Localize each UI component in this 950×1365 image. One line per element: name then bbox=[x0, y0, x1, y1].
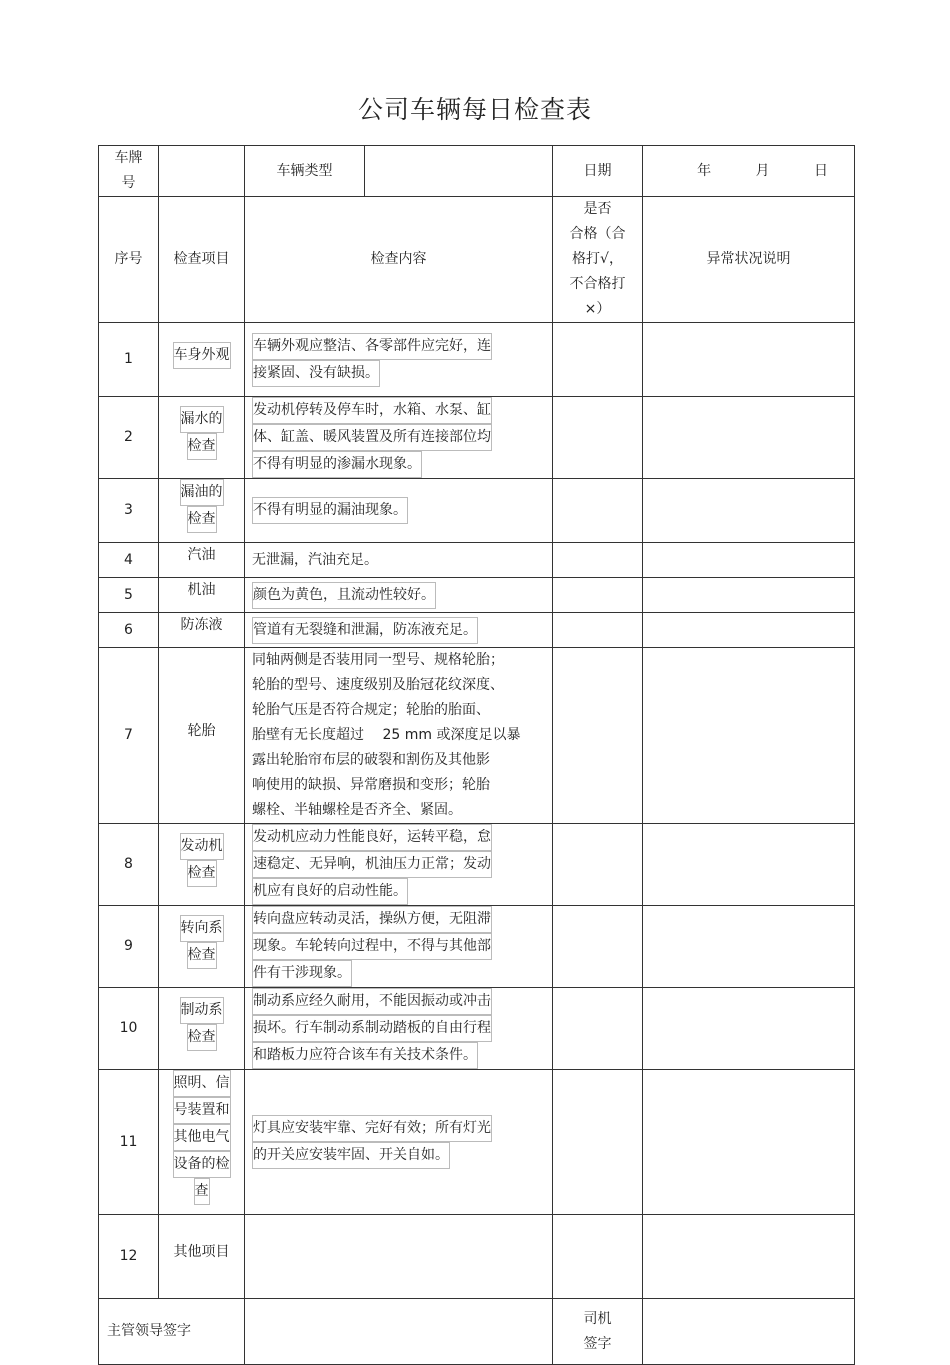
check-item-line: 漏水的 bbox=[180, 406, 224, 433]
check-item bbox=[159, 323, 245, 397]
abnormal-cell[interactable] bbox=[643, 906, 855, 988]
check-item-line: 转向系 bbox=[180, 915, 224, 942]
supervisor-sign-label: 主管领导签字 bbox=[99, 1299, 245, 1365]
abnormal-cell[interactable] bbox=[643, 543, 855, 578]
date-value-cell[interactable] bbox=[643, 146, 855, 197]
check-row bbox=[99, 543, 855, 578]
driver-sign-cell[interactable] bbox=[643, 1299, 855, 1365]
check-content bbox=[245, 1215, 553, 1299]
vehicle-type-label: 车辆类型 bbox=[245, 146, 365, 197]
check-content-line: 速稳定、无异响，机油压力正常；发动 bbox=[252, 851, 492, 878]
check-item bbox=[159, 1070, 245, 1215]
row-number: 1 bbox=[99, 323, 159, 397]
check-content-line: 车辆外观应整洁、各零部件应完好，连 bbox=[252, 333, 492, 360]
abnormal-cell[interactable] bbox=[643, 988, 855, 1070]
row-number: 8 bbox=[99, 824, 159, 906]
row-number: 6 bbox=[99, 613, 159, 648]
check-content-line: 的开关应安装牢固、开关自如。 bbox=[252, 1142, 450, 1169]
plate-label: 车牌 号 bbox=[99, 146, 159, 197]
abnormal-cell[interactable] bbox=[643, 479, 855, 543]
pass-cell[interactable] bbox=[553, 397, 643, 479]
check-item-line: 漏油的 bbox=[180, 479, 224, 506]
abnormal-cell[interactable] bbox=[643, 824, 855, 906]
check-item-line: 照明、信 bbox=[173, 1070, 231, 1097]
check-content-line: 胎壁有无长度超过 25 mm 或深度足以暴 bbox=[252, 727, 521, 743]
check-item-line: 车身外观 bbox=[173, 342, 231, 369]
check-item bbox=[159, 543, 245, 578]
pass-cell[interactable] bbox=[553, 906, 643, 988]
check-content bbox=[245, 397, 553, 479]
check-content bbox=[245, 988, 553, 1070]
inspection-table bbox=[98, 145, 855, 1365]
row-number: 11 bbox=[99, 1070, 159, 1215]
check-content-line: 件有干涉现象。 bbox=[252, 960, 352, 987]
check-item-line: 其他电气 bbox=[173, 1124, 231, 1151]
month-label: 月 bbox=[755, 162, 770, 179]
check-row bbox=[99, 1070, 855, 1215]
row-number: 2 bbox=[99, 397, 159, 479]
abnormal-cell[interactable] bbox=[643, 397, 855, 479]
check-item-line: 防冻液 bbox=[180, 617, 223, 633]
pass-cell[interactable] bbox=[553, 613, 643, 648]
plate-value-cell[interactable] bbox=[159, 146, 245, 197]
day-label: 日 bbox=[814, 162, 828, 179]
supervisor-sign-cell[interactable] bbox=[245, 1299, 553, 1365]
check-content bbox=[245, 648, 553, 824]
abnormal-cell[interactable] bbox=[643, 1215, 855, 1299]
row-number: 7 bbox=[99, 648, 159, 824]
check-content-line: 发动机停转及停车时，水箱、水泵、缸 bbox=[252, 397, 492, 424]
check-row bbox=[99, 824, 855, 906]
check-row bbox=[99, 1215, 855, 1299]
col-pass: 是否 合格（合 格打√， 不合格打 ×） bbox=[553, 197, 643, 323]
check-content bbox=[245, 543, 553, 578]
pass-cell[interactable] bbox=[553, 479, 643, 543]
check-item-line: 制动系 bbox=[180, 997, 224, 1024]
check-content bbox=[245, 479, 553, 543]
check-item-line: 检查 bbox=[187, 942, 217, 969]
row-number: 3 bbox=[99, 479, 159, 543]
check-content-line: 体、缸盖、暖风装置及所有连接部位均 bbox=[252, 424, 492, 451]
abnormal-cell[interactable] bbox=[643, 578, 855, 613]
check-content-line: 露出轮胎帘布层的破裂和割伤及其他影 bbox=[252, 752, 490, 768]
check-row bbox=[99, 648, 855, 824]
col-item: 检查项目 bbox=[159, 197, 245, 323]
abnormal-cell[interactable] bbox=[643, 648, 855, 824]
check-row bbox=[99, 397, 855, 479]
check-content-line: 现象。车轮转向过程中，不得与其他部 bbox=[252, 933, 492, 960]
check-content-line: 管道有无裂缝和泄漏，防冻液充足。 bbox=[252, 617, 478, 644]
check-row bbox=[99, 906, 855, 988]
check-content-line: 发动机应动力性能良好，运转平稳，怠 bbox=[252, 824, 492, 851]
check-content-line: 不得有明显的漏油现象。 bbox=[252, 497, 408, 524]
check-item bbox=[159, 648, 245, 824]
check-row bbox=[99, 479, 855, 543]
pass-cell[interactable] bbox=[553, 988, 643, 1070]
check-content-line: 损坏。行车制动系制动踏板的自由行程 bbox=[252, 1015, 492, 1042]
pass-cell[interactable] bbox=[553, 578, 643, 613]
check-item-line: 轮胎 bbox=[187, 722, 216, 739]
signature-row bbox=[99, 1299, 855, 1365]
col-seq: 序号 bbox=[99, 197, 159, 323]
date-label: 日期 bbox=[553, 146, 643, 197]
year-label: 年 bbox=[697, 162, 712, 179]
check-item-line: 检查 bbox=[187, 1024, 217, 1051]
check-content bbox=[245, 824, 553, 906]
check-content-line: 转向盘应转动灵活，操纵方便，无阻滞 bbox=[252, 906, 492, 933]
check-content bbox=[245, 1070, 553, 1215]
check-item-line: 检查 bbox=[187, 860, 217, 887]
check-content-line: 同轴两侧是否装用同一型号、规格轮胎； bbox=[252, 652, 504, 668]
row-number: 10 bbox=[99, 988, 159, 1070]
check-item bbox=[159, 613, 245, 648]
driver-sign-label: 司机 签字 bbox=[553, 1299, 643, 1365]
row-number: 12 bbox=[99, 1215, 159, 1299]
check-item bbox=[159, 906, 245, 988]
pass-cell[interactable] bbox=[553, 323, 643, 397]
check-content-line: 螺栓、半轴螺栓是否齐全、紧固。 bbox=[252, 802, 462, 818]
check-item-line: 发动机 bbox=[180, 833, 224, 860]
check-item bbox=[159, 479, 245, 543]
check-content-line: 灯具应安装牢靠、完好有效；所有灯光 bbox=[252, 1115, 492, 1142]
check-content-line: 接紧固、没有缺损。 bbox=[252, 360, 380, 387]
check-content-line: 不得有明显的渗漏水现象。 bbox=[252, 451, 422, 478]
check-item-line: 号装置和 bbox=[173, 1097, 231, 1124]
pass-cell[interactable] bbox=[553, 1215, 643, 1299]
check-item-line: 检查 bbox=[187, 433, 217, 460]
check-content bbox=[245, 613, 553, 648]
check-content bbox=[245, 578, 553, 613]
check-content bbox=[245, 323, 553, 397]
check-item-line: 汽油 bbox=[187, 547, 216, 563]
col-content: 检查内容 bbox=[245, 197, 553, 323]
pass-cell[interactable] bbox=[553, 824, 643, 906]
row-number: 9 bbox=[99, 906, 159, 988]
pass-cell[interactable] bbox=[553, 543, 643, 578]
check-content-line: 和踏板力应符合该车有关技术条件。 bbox=[252, 1042, 478, 1069]
check-item-line: 设备的检 bbox=[173, 1151, 231, 1178]
col-abnormal: 异常状况说明 bbox=[643, 197, 855, 323]
check-content-line: 颜色为黄色，且流动性较好。 bbox=[252, 582, 436, 609]
check-item bbox=[159, 988, 245, 1070]
check-row bbox=[99, 613, 855, 648]
check-content-line: 无泄漏，汽油充足。 bbox=[252, 551, 378, 568]
check-content-line: 轮胎的型号、速度级别及胎冠花纹深度、 bbox=[252, 677, 504, 693]
vehicle-type-value-cell[interactable] bbox=[365, 146, 553, 197]
check-item bbox=[159, 397, 245, 479]
check-item-line: 机油 bbox=[187, 582, 216, 598]
header-row bbox=[99, 146, 855, 197]
check-row bbox=[99, 988, 855, 1070]
abnormal-cell[interactable] bbox=[643, 613, 855, 648]
check-content-line: 制动系应经久耐用，不能因振动或冲击 bbox=[252, 988, 492, 1015]
check-row bbox=[99, 323, 855, 397]
pass-cell[interactable] bbox=[553, 648, 643, 824]
row-number: 4 bbox=[99, 543, 159, 578]
check-item-line: 其他项目 bbox=[173, 1243, 230, 1260]
check-item bbox=[159, 1215, 245, 1299]
check-item-line: 查 bbox=[194, 1178, 210, 1205]
pass-cell[interactable] bbox=[553, 1070, 643, 1215]
check-content-line: 机应有良好的启动性能。 bbox=[252, 878, 408, 905]
row-number: 5 bbox=[99, 578, 159, 613]
check-item bbox=[159, 824, 245, 906]
abnormal-cell[interactable] bbox=[643, 1070, 855, 1215]
check-item-line: 检查 bbox=[187, 506, 217, 533]
check-item bbox=[159, 578, 245, 613]
check-content bbox=[245, 906, 553, 988]
column-header-row bbox=[99, 197, 855, 323]
check-content-line: 响使用的缺损、异常磨损和变形；轮胎 bbox=[252, 777, 490, 793]
check-content-line: 轮胎气压是否符合规定；轮胎的胎面、 bbox=[252, 702, 490, 718]
form-title: 公司车辆每日检查表 bbox=[357, 95, 592, 124]
abnormal-cell[interactable] bbox=[643, 323, 855, 397]
check-row bbox=[99, 578, 855, 613]
